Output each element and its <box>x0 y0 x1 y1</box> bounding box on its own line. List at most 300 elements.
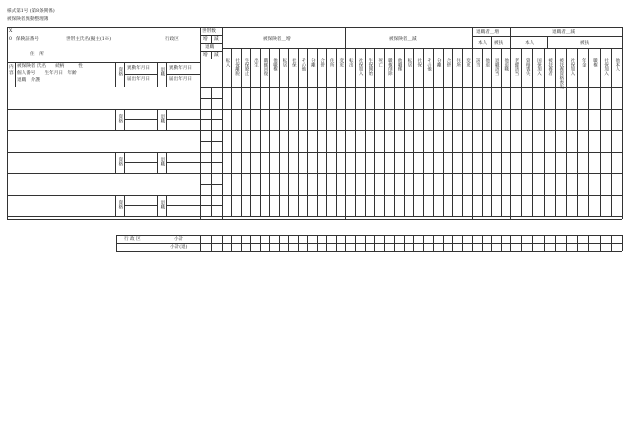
ido-date-b: 異動年月日 <box>169 66 192 71</box>
summary-col-line <box>260 235 261 251</box>
grid-col-line <box>231 173 232 195</box>
ido-date-a: 異動年月日 <box>127 66 150 71</box>
grid-col-line <box>260 109 261 131</box>
grid-col-line <box>555 152 556 174</box>
grid-col-line <box>413 87 414 109</box>
grid-col-line <box>307 195 308 217</box>
grid-col-line <box>326 109 327 131</box>
grid-col-line <box>443 152 444 174</box>
grid-col-line <box>250 152 251 174</box>
column-divider <box>336 48 337 87</box>
grid-col-line <box>355 130 356 152</box>
notif-date-a: 届出年月日 <box>127 77 150 82</box>
summary-col-line <box>307 235 308 251</box>
row-shikaku-mid <box>124 162 157 163</box>
you-label: 容 <box>9 71 14 76</box>
grid-col-line <box>555 130 556 152</box>
column-divider <box>611 48 612 87</box>
grid-col-line <box>566 173 567 195</box>
dec-col-2-label: 生保開始 <box>367 58 373 76</box>
column-divider <box>374 48 375 87</box>
grid-col-line <box>462 173 463 195</box>
grid-col-line <box>241 173 242 195</box>
summary-col-line <box>501 235 502 251</box>
householder-name-label: 世帯主氏名(擬主(1※) <box>66 37 112 42</box>
grid-col-line <box>231 152 232 174</box>
grid-col-line <box>544 152 545 174</box>
grid-col-line <box>452 195 453 217</box>
form-number: 様式第1号 (第8条関係) <box>7 9 55 14</box>
summary-col-line <box>452 235 453 251</box>
grid-col-line <box>443 87 444 109</box>
grid-col-line <box>288 109 289 131</box>
grid-col-line <box>374 130 375 152</box>
grid-col-line <box>336 152 337 174</box>
grid-col-line <box>365 195 366 217</box>
grid-col-line <box>433 195 434 217</box>
grid-col-line <box>241 130 242 152</box>
grid-col-line <box>501 109 502 131</box>
grid-col-line <box>482 87 483 109</box>
row-taishoku-label: 退職 <box>159 156 165 166</box>
summary-col-line <box>588 235 589 251</box>
address-label: 住 所 <box>30 52 44 57</box>
grid-col-line <box>600 130 601 152</box>
grid-col-line <box>250 173 251 195</box>
column-divider <box>365 48 366 87</box>
column-divider <box>501 48 502 87</box>
retired-self-b: 本人 <box>525 41 535 46</box>
grid-col-line <box>317 173 318 195</box>
grid-col-line <box>462 109 463 131</box>
grid-col-line <box>611 173 612 195</box>
grid-col-line <box>260 87 261 109</box>
grid-col-line <box>532 87 533 109</box>
grid-col-line <box>326 87 327 109</box>
household-zou: 増 <box>203 37 208 42</box>
row-taishoku-mid <box>166 119 200 120</box>
row-shikaku-left <box>115 109 116 131</box>
grid-col-line <box>394 173 395 195</box>
grid-col-line <box>394 130 395 152</box>
summary-col-line <box>532 235 533 251</box>
row-household-div <box>211 87 212 109</box>
retired-increase-header: 退職者＿増 <box>476 30 499 35</box>
grid-col-line <box>510 130 511 152</box>
retdec-col-0-label: 老健該当 <box>513 58 519 76</box>
grid-col-line <box>317 109 318 131</box>
retinc-dep-col-0-label: 退職該当 <box>494 58 500 76</box>
admin-district-label: 行政区 <box>165 37 179 42</box>
grid-col-line <box>317 195 318 217</box>
grid-col-line <box>423 195 424 217</box>
dec-col-4-label: 職権削除 <box>387 58 393 76</box>
summary-left-line <box>116 235 117 251</box>
grid-col-line <box>423 152 424 174</box>
retdec-col-2-label: 国保加入 <box>536 58 542 76</box>
inc-col-0-label: 転入 <box>225 58 231 67</box>
row-shikaku-label: 資格 <box>117 113 123 123</box>
row-separator <box>7 173 622 174</box>
row-taishoku-label: 退職 <box>159 113 165 123</box>
summary-col-line <box>491 235 492 251</box>
inc-col-3-label: 出生 <box>253 58 259 67</box>
retinc-self-col-0-label: 該当 <box>475 58 481 67</box>
grid-col-line <box>279 152 280 174</box>
grid-col-line <box>260 173 261 195</box>
grid-col-line <box>577 87 578 109</box>
grid-col-line <box>307 109 308 131</box>
grid-col-line <box>611 109 612 131</box>
nai-label: 内 <box>9 65 14 70</box>
grid-col-line <box>510 195 511 217</box>
grid-col-line <box>462 152 463 174</box>
summary-mid-line <box>116 243 622 244</box>
row-shikaku-left <box>115 195 116 217</box>
retinc-self-col-1-label: 他退 <box>484 58 490 67</box>
grid-col-line <box>521 195 522 217</box>
row-household-div <box>211 152 212 174</box>
grid-col-line <box>365 152 366 174</box>
dec-col-9-label: 分離 <box>436 58 442 67</box>
grid-col-line <box>317 130 318 152</box>
column-divider <box>482 48 483 87</box>
grid-col-line <box>544 130 545 152</box>
summary-col-line <box>365 235 366 251</box>
grid-col-line <box>433 152 434 174</box>
grid-col-line <box>336 109 337 131</box>
retired-dep-b: 被扶 <box>580 41 590 46</box>
summary-admin-district: 行 政 区 <box>124 237 141 242</box>
grid-col-line <box>413 109 414 131</box>
row-taishoku-mid <box>166 205 200 206</box>
retdec-col-9-label: 他本人 <box>614 58 620 72</box>
grid-col-line <box>452 109 453 131</box>
retdec-col-1-label: 資格喪失 <box>525 58 531 76</box>
grid-col-line <box>413 130 414 152</box>
column-divider <box>326 48 327 87</box>
grid-col-line <box>404 130 405 152</box>
row-separator <box>7 152 622 153</box>
insured-name-row: 被保険者 氏名 続柄 性 <box>17 64 83 69</box>
grid-col-line <box>462 87 463 109</box>
grid-col-line <box>472 109 473 131</box>
grid-col-line <box>544 109 545 131</box>
summary-col-line <box>423 235 424 251</box>
grid-col-line <box>345 109 346 131</box>
dec-col-7-label: 社保 <box>416 58 422 67</box>
summary-col-line <box>241 235 242 251</box>
summary-top-line <box>116 235 622 236</box>
column-divider <box>394 48 395 87</box>
grid-col-line <box>452 87 453 109</box>
grid-col-line <box>555 173 556 195</box>
grid-col-line <box>491 109 492 131</box>
grid-col-line <box>413 195 414 217</box>
retdec-col-3-label: 被扶養者 <box>547 58 553 76</box>
grid-col-line <box>544 87 545 109</box>
summary-col-line <box>404 235 405 251</box>
dec-col-1-label: 社保加入 <box>358 58 364 76</box>
grid-col-line <box>404 152 405 174</box>
summary-col-line <box>413 235 414 251</box>
column-divider <box>288 48 289 87</box>
retire-care-row: 退職 介護 <box>17 78 40 83</box>
grid-col-line <box>326 152 327 174</box>
table-right-line <box>622 27 623 219</box>
grid-col-line <box>600 87 601 109</box>
grid-col-line <box>298 109 299 131</box>
column-divider <box>317 48 318 87</box>
row-taishoku-left <box>157 152 158 174</box>
grid-col-line <box>279 109 280 131</box>
grid-col-line <box>260 130 261 152</box>
summary-col-line <box>250 235 251 251</box>
column-divider <box>345 48 346 87</box>
grid-col-line <box>532 195 533 217</box>
dec-col-11-label: 住所 <box>455 58 461 67</box>
grid-col-line <box>423 130 424 152</box>
grid-col-line <box>231 130 232 152</box>
summary-bottom-line <box>116 251 622 252</box>
grid-col-line <box>365 173 366 195</box>
summary-col-line <box>326 235 327 251</box>
inc-col-7-label: 社保 <box>291 58 297 67</box>
row-shikaku-label: 資格 <box>117 156 123 166</box>
column-divider <box>384 48 385 87</box>
grid-col-line <box>355 87 356 109</box>
grid-col-line <box>544 195 545 217</box>
grid-col-line <box>279 130 280 152</box>
dec-col-6-label: 転居 <box>406 58 412 67</box>
dec-col-0-label: 転出 <box>348 58 354 67</box>
grid-col-line <box>231 109 232 131</box>
summary-col-line <box>544 235 545 251</box>
grid-col-line <box>298 152 299 174</box>
grid-col-line <box>566 152 567 174</box>
grid-col-line <box>577 152 578 174</box>
table-left-line <box>7 27 8 219</box>
grid-col-line <box>521 173 522 195</box>
grid-col-line <box>288 87 289 109</box>
retdec-col-8-label: 社保加入 <box>603 58 609 76</box>
column-divider <box>279 48 280 87</box>
inc-col-12-label: 変更 <box>338 58 344 67</box>
column-divider <box>588 48 589 87</box>
summary-col-line <box>298 235 299 251</box>
grid-col-line <box>298 195 299 217</box>
grid-start-line <box>222 27 223 219</box>
grid-col-line <box>355 109 356 131</box>
row-taishoku-left <box>157 195 158 217</box>
grid-col-line <box>298 173 299 195</box>
grid-col-line <box>423 173 424 195</box>
retired-decrease-header: 退職者＿減 <box>552 30 575 35</box>
grid-col-line <box>288 195 289 217</box>
form-title: 被保険者異動整理簿 <box>7 17 49 22</box>
dec-col-3-label: 死亡 <box>377 58 383 67</box>
notif-date-b: 届出年月日 <box>169 77 192 82</box>
grid-col-line <box>317 87 318 109</box>
grid-col-line <box>566 130 567 152</box>
row-shikaku-label: 資格 <box>117 199 123 209</box>
summary-col-line <box>521 235 522 251</box>
row-separator <box>7 195 622 196</box>
grid-col-line <box>307 173 308 195</box>
column-divider <box>532 48 533 87</box>
grid-col-line <box>501 87 502 109</box>
summary-col-line <box>577 235 578 251</box>
grid-col-line <box>345 130 346 152</box>
summary-subtotal: 小計 <box>174 237 184 242</box>
grid-col-line <box>345 195 346 217</box>
household-taishoku: 退職 <box>205 45 215 50</box>
grid-col-line <box>443 130 444 152</box>
grid-col-line <box>521 152 522 174</box>
inc-col-2-label: 生保廃止 <box>244 58 250 76</box>
grid-col-line <box>231 195 232 217</box>
household-gen2: 減 <box>214 53 219 58</box>
row-household-div <box>211 130 212 152</box>
grid-col-line <box>566 195 567 217</box>
column-divider <box>413 48 414 87</box>
grid-col-line <box>588 195 589 217</box>
shikaku-col-left <box>115 62 116 87</box>
column-divider <box>231 48 232 87</box>
grid-col-line <box>433 109 434 131</box>
grid-col-line <box>336 130 337 152</box>
column-divider <box>462 48 463 87</box>
grid-col-line <box>510 173 511 195</box>
grid-col-line <box>374 173 375 195</box>
grid-col-line <box>588 173 589 195</box>
column-divider <box>510 48 511 87</box>
dec-col-10-label: 合併 <box>445 58 451 67</box>
taishoku-col-right <box>166 62 167 87</box>
grid-col-line <box>269 195 270 217</box>
household-mid-line <box>211 35 212 43</box>
grid-col-line <box>326 130 327 152</box>
grid-col-line <box>462 130 463 152</box>
grid-col-line <box>279 173 280 195</box>
grid-col-line <box>384 109 385 131</box>
grid-col-line <box>269 173 270 195</box>
left-header-divider <box>7 62 200 63</box>
grid-col-line <box>336 87 337 109</box>
summary-col-line <box>566 235 567 251</box>
grid-col-line <box>501 173 502 195</box>
row-household-div <box>211 109 212 131</box>
grid-col-line <box>600 173 601 195</box>
grid-col-line <box>521 87 522 109</box>
summary-col-line <box>269 235 270 251</box>
grid-col-line <box>384 195 385 217</box>
grid-col-line <box>443 173 444 195</box>
grid-col-line <box>566 87 567 109</box>
summary-col-line <box>317 235 318 251</box>
grid-col-line <box>443 109 444 131</box>
column-divider <box>472 48 473 87</box>
grid-col-line <box>326 195 327 217</box>
grid-col-line <box>472 173 473 195</box>
row-taishoku-left <box>157 109 158 131</box>
grid-col-line <box>241 87 242 109</box>
summary-col-line <box>482 235 483 251</box>
grid-col-line <box>404 173 405 195</box>
grid-col-line <box>279 195 280 217</box>
column-divider <box>577 48 578 87</box>
inc-col-9-label: 分離 <box>310 58 316 67</box>
grid-col-line <box>544 173 545 195</box>
column-divider <box>433 48 434 87</box>
household-mid-line-2 <box>211 51 212 59</box>
grid-col-line <box>250 109 251 131</box>
grid-col-line <box>307 87 308 109</box>
grid-col-line <box>433 87 434 109</box>
grid-col-line <box>345 87 346 109</box>
inc-col-8-label: その他 <box>300 58 306 72</box>
grid-col-line <box>250 195 251 217</box>
grid-col-line <box>298 87 299 109</box>
grid-col-line <box>555 109 556 131</box>
grid-col-line <box>482 152 483 174</box>
grid-col-line <box>588 87 589 109</box>
grid-col-line <box>394 195 395 217</box>
column-divider <box>250 48 251 87</box>
grid-col-line <box>298 130 299 152</box>
column-divider <box>355 48 356 87</box>
summary-col-line <box>355 235 356 251</box>
row-taishoku-mid <box>166 162 200 163</box>
grid-col-line <box>482 109 483 131</box>
shikaku-col-right <box>124 62 125 87</box>
dec-col-12-label: 変更 <box>465 58 471 67</box>
retdec-col-5-label: 社保加入 <box>569 58 575 76</box>
grid-col-line <box>374 109 375 131</box>
grid-col-line <box>472 195 473 217</box>
grid-col-line <box>241 152 242 174</box>
row-shikaku-left <box>115 152 116 174</box>
column-divider <box>521 48 522 87</box>
grid-col-line <box>365 109 366 131</box>
summary-right-line <box>622 235 623 251</box>
grid-col-line <box>588 130 589 152</box>
shikaku-header: 資格 <box>117 67 123 76</box>
household-col-left <box>200 27 201 219</box>
dec-col-8-label: その他 <box>426 58 432 72</box>
grid-col-line <box>600 152 601 174</box>
grid-col-line <box>307 152 308 174</box>
grid-col-line <box>326 173 327 195</box>
insured-decrease-header: 被保険者＿減 <box>389 37 417 42</box>
grid-col-line <box>365 130 366 152</box>
grid-col-line <box>336 173 337 195</box>
grid-col-line <box>532 173 533 195</box>
grid-col-line <box>566 109 567 131</box>
insured-increase-header: 被保険者＿増 <box>263 37 291 42</box>
column-divider <box>241 48 242 87</box>
summary-col-line <box>374 235 375 251</box>
grid-col-line <box>345 173 346 195</box>
row-separator <box>7 109 622 110</box>
ido-a-divider <box>124 74 157 75</box>
grid-col-line <box>555 87 556 109</box>
row-household-div <box>211 195 212 217</box>
grid-col-line <box>577 195 578 217</box>
summary-col-line <box>222 235 223 251</box>
row-shikaku-mid <box>124 119 157 120</box>
grid-col-line <box>532 109 533 131</box>
